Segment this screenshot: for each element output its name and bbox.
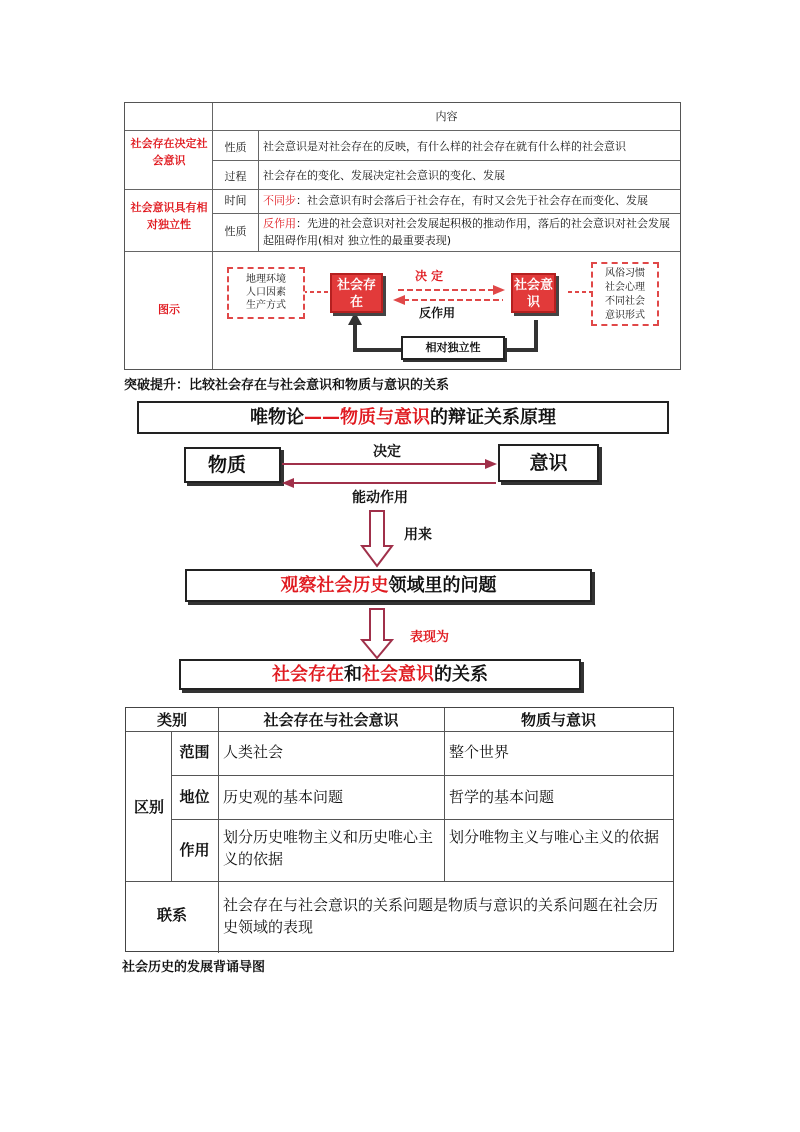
row-text: 不同步：社会意识有时会落后于社会存在，有时又会先于社会存在而变化、发展 bbox=[263, 194, 648, 207]
decide-label: 决 定 bbox=[415, 269, 444, 283]
cell: 历史观的基本问题 bbox=[223, 788, 344, 806]
table-header: 内容 bbox=[435, 110, 458, 123]
row-sub-label: 性质 bbox=[224, 225, 247, 238]
principle-title: 唯物论——物质与意识的辩证关系原理 bbox=[137, 401, 669, 434]
active-role-label: 能动作用 bbox=[352, 490, 408, 506]
cell: 人类社会 bbox=[223, 743, 284, 761]
down-arrow-icon bbox=[360, 608, 394, 660]
use-label: 用来 bbox=[404, 527, 432, 543]
matter-box: 物质 bbox=[184, 447, 281, 483]
relation-table bbox=[124, 102, 681, 370]
reaction-label: 反作用 bbox=[419, 306, 456, 320]
social-consciousness-box: 社会意识 bbox=[511, 273, 556, 313]
header-matter: 物质与意识 bbox=[520, 711, 596, 729]
row-label: 作用 bbox=[179, 841, 210, 859]
row-text: 社会意识是对社会存在的反映，有什么样的社会存在就有什么样的社会意识 bbox=[263, 140, 626, 153]
row-sub-label: 过程 bbox=[224, 170, 247, 183]
comparison-table bbox=[125, 707, 674, 952]
group-label-independence: 社会意识具有相对独立性 bbox=[130, 201, 208, 231]
cell: 划分唯物主义与唯心主义的依据 bbox=[449, 828, 660, 846]
row-sub-label: 性质 bbox=[224, 141, 247, 154]
header-society: 社会存在与社会意识 bbox=[263, 711, 399, 729]
row-label: 范围 bbox=[179, 743, 210, 761]
header-category: 类别 bbox=[156, 711, 187, 729]
row-sub-label: 时间 bbox=[224, 194, 247, 207]
cell: 整个世界 bbox=[449, 743, 510, 761]
breakthrough-title: 突破提升：比较社会存在与社会意识和物质与意识的关系 bbox=[124, 378, 450, 393]
social-existence-box: 社会存在 bbox=[330, 273, 383, 313]
down-arrow-icon bbox=[360, 510, 394, 568]
consciousness-box: 意识 bbox=[498, 444, 599, 482]
left-factors: 地理环境 人口因素 生产方式 bbox=[227, 267, 305, 319]
link-label: 联系 bbox=[156, 906, 187, 924]
group-label-decide: 社会存在决定社会意识 bbox=[130, 137, 208, 167]
relative-independence-box: 相对独立性 bbox=[401, 336, 505, 360]
decide-label: 决定 bbox=[373, 444, 401, 460]
manifest-label: 表现为 bbox=[410, 630, 450, 645]
row-text: 社会存在的变化、发展决定社会意识的变化、发展 bbox=[263, 169, 505, 182]
link-text: 社会存在与社会意识的关系问题是物质与意识的关系问题在社会历史领域的表现 bbox=[223, 896, 659, 936]
row-text: 反作用：先进的社会意识对社会发展起积极的推动作用，落后的社会意识对社会发展起阻碍作用(相对 独立性的最重要表现) bbox=[263, 217, 670, 247]
keyword: 反作用 bbox=[263, 217, 296, 230]
footer-title: 社会历史的发展背诵导图 bbox=[122, 960, 266, 975]
right-factors: 风俗习惯 社会心理 不同社会 意识形式 bbox=[591, 262, 659, 326]
cell: 哲学的基本问题 bbox=[449, 788, 555, 806]
cell: 划分历史唯物主义和历史唯心主义的依据 bbox=[223, 828, 434, 868]
row-label: 地位 bbox=[179, 788, 210, 806]
keyword: 不同步 bbox=[263, 194, 296, 207]
relation-box: 社会存在和社会意识的关系 bbox=[179, 659, 581, 690]
observe-box: 观察社会历史领域里的问题 bbox=[185, 569, 592, 602]
diagram-label: 图示 bbox=[158, 303, 180, 316]
diff-label: 区别 bbox=[133, 798, 164, 816]
